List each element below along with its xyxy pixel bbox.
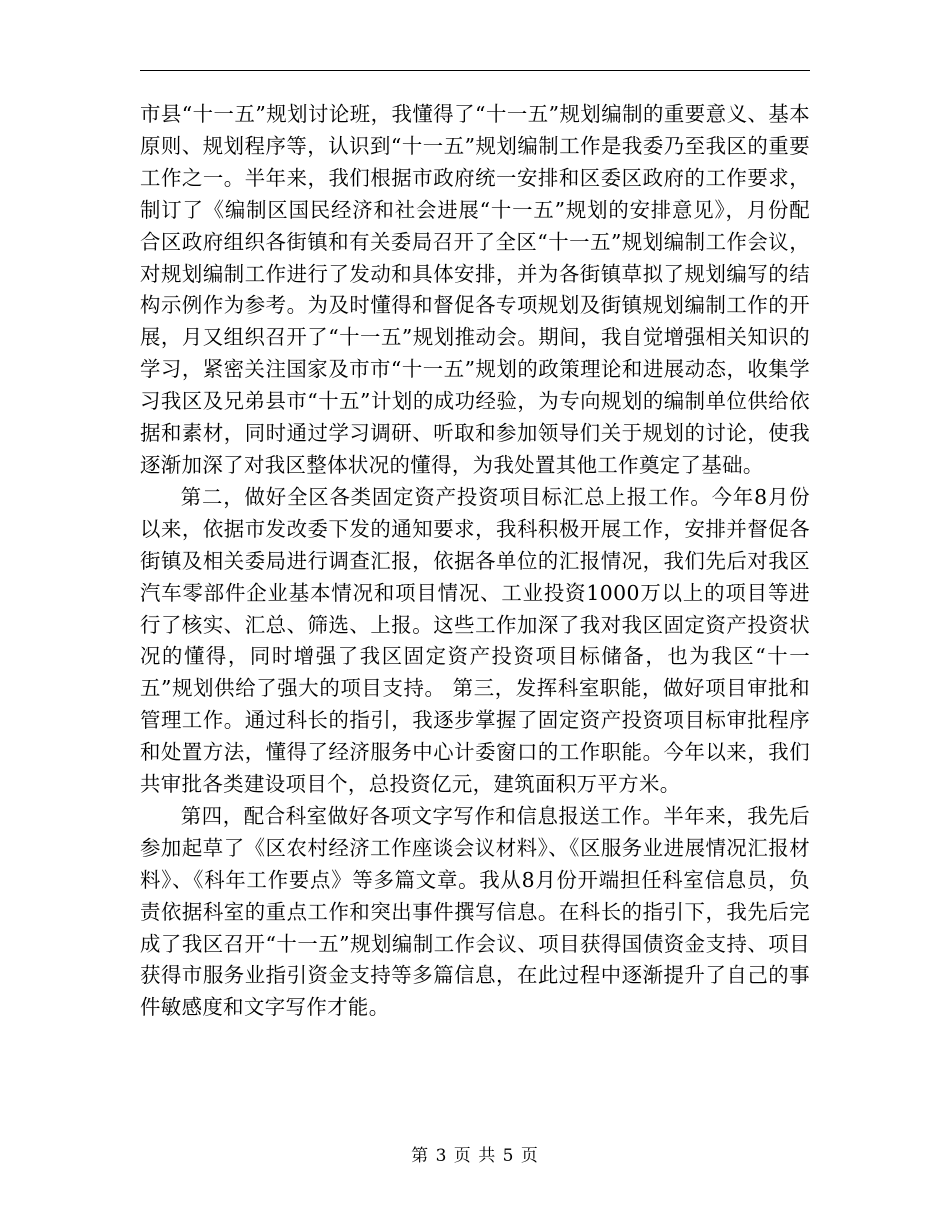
page-footer: 第 3 页 共 5 页	[411, 1146, 539, 1166]
paragraph-1: 市县“十一五”规划讨论班，我懂得了“十一五”规划编制的重要意义、基本原则、规划程序等，认识到“十一五”规划编制工作是我委乃至我区的重要工作之一。半年来，我们根据市政府统一安排和区委区政府的工作要求，制订了《编制区国民经济和社会进展“十一五”规划的安排意见》，月份配合区政府组织各街镇和有关委局召开了全区“十一五”规划编制工作会议，对规划编制工作进行了发动和具体安排，并为各街镇草拟了规划编写的结构示例作为参考。为及时懂得和督促各专项规划及街镇规划编制工作的开展，月又组织召开了“十一五”规划推动会。期间，我自觉增强相关知识的学习，紧密关注国家及市市“十一五”规划的政策理论和进展动态，收集学习我区及兄弟县市“十五”计划的成功经验，为专向规划的编制单位供给依据和素材，同时通过学习调研、听取和参加领导们关于规划的讨论，使我逐渐加深了对我区整体状况的懂得，为我处置其他工作奠定了基础。	[140, 102, 810, 477]
header-rule	[140, 70, 810, 71]
paragraph-3: 第四，配合科室做好各项文字写作和信息报送工作。半年来，我先后参加起草了《区农村经济工作座谈会议材料》、《区服务业进展情况汇报材料》、《科年工作要点》等多篇文章。我从8月份开端担任科室信息员，负责依据科室的重点工作和突出事件撰写信息。在科长的指引下，我先后完成了我区召开“十一五”规划编制工作会议、项目获得国债资金支持、项目获得市服务业指引资金支持等多篇信息，在此过程中逐渐提升了自己的事件敏感度和文字写作才能。	[140, 803, 810, 1020]
document-body	[140, 99, 810, 1024]
paragraph-2: 第二，做好全区各类固定资产投资项目标汇总上报工作。今年8月份以来，依据市发改委下发的通知要求，我科积极开展工作，安排并督促各街镇及相关委局进行调查汇报，依据各单位的汇报情况，我们先后对我区汽车零部件企业基本情况和项目情况、工业投资1000万以上的项目等进行了核实、汇总、筛选、上报。这些工作加深了我对我区固定资产投资状况的懂得，同时增强了我区固定资产投资项目标储备，也为我区“十一五”规划供给了强大的项目支持。 第三，发挥科室职能，做好项目审批和管理工作。通过科长的指引，我逐步掌握了固定资产投资项目标审批程序和处置方法，懂得了经济服务中心计委窗口的工作职能。今年以来，我们共审批各类建设项目个，总投资亿元，建筑面积万平方米。	[140, 484, 810, 797]
